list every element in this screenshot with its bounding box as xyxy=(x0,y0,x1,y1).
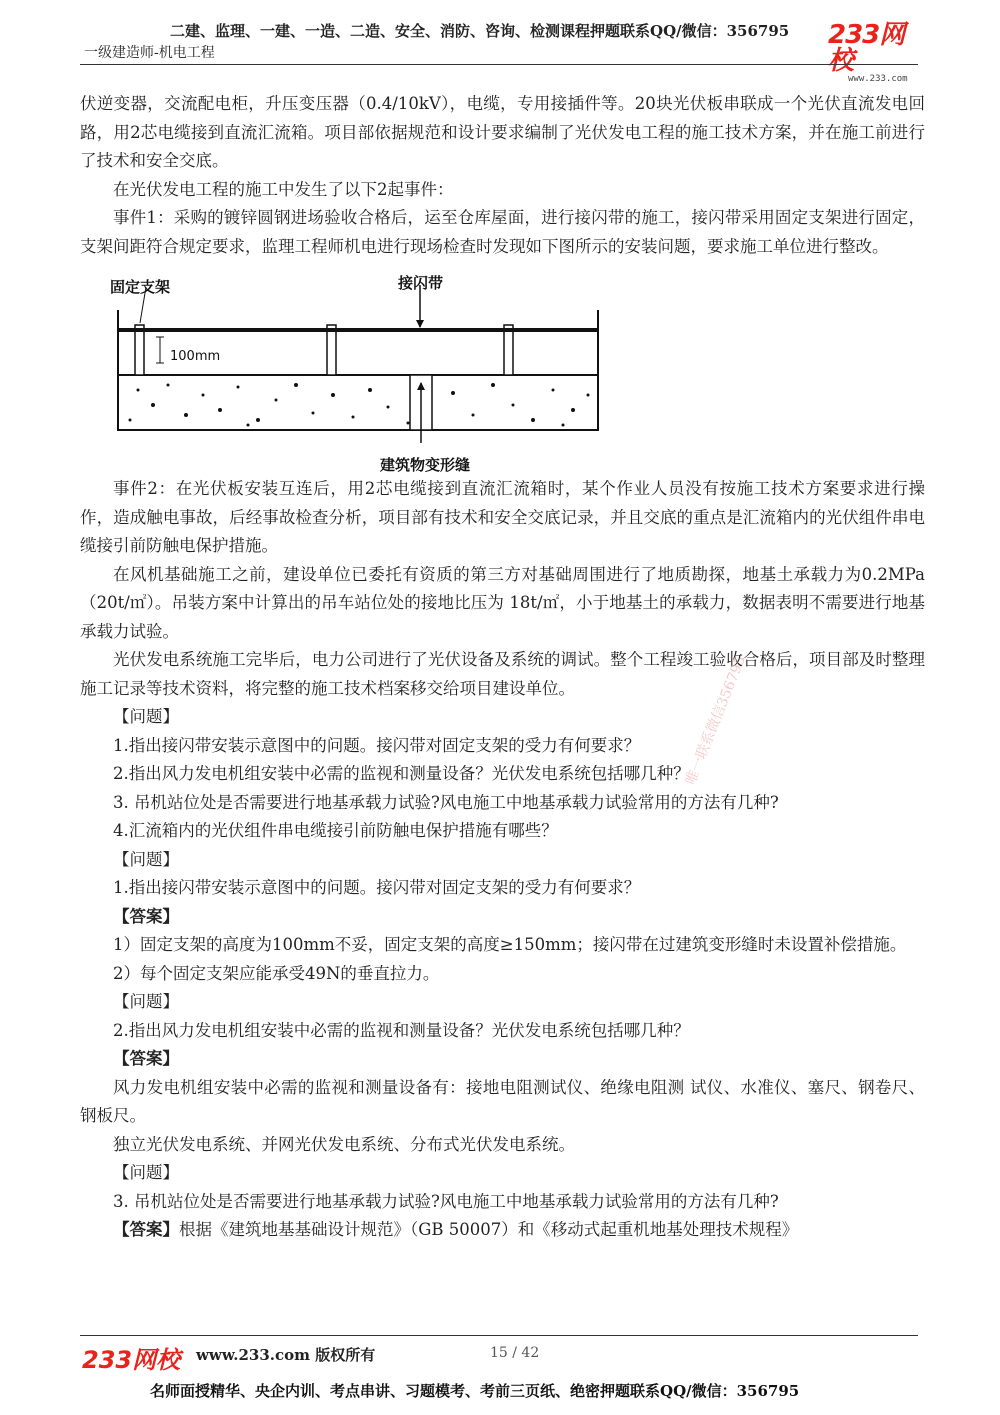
footer-divider xyxy=(80,1335,918,1336)
answer-heading: 【答案】 xyxy=(113,906,179,926)
answer-2-part-2: 独立光伏发电系统、并网光伏发电系统、分布式光伏发电系统。 xyxy=(113,1134,575,1154)
answer-1-part-2: 2）每个固定支架应能承受49N的垂直拉力。 xyxy=(113,963,440,983)
brand-logo xyxy=(828,20,928,84)
watermark-text: 唯一联系微信356795 xyxy=(682,653,750,788)
question-1-repeat: 1.指出接闪带安装示意图中的问题。接闪带对固定支架的受力有何要求？ xyxy=(113,878,641,897)
page-number: 15 / 42 xyxy=(490,1345,540,1361)
footer-contact-line: 名师面授精华、央企内训、考点串讲、习题模考、考前三页纸、绝密押题联系QQ/微信：356795 xyxy=(150,1382,800,1400)
question-1: 1.指出接闪带安装示意图中的问题。接闪带对固定支架的受力有何要求？ xyxy=(113,735,641,755)
answer-heading-inline: 【答案】 xyxy=(113,1220,179,1239)
question-3: 3. 吊机站位处是否需要进行地基承载力试验?风电施工中地基承载力试验常用的方法有几种? xyxy=(113,792,779,812)
paragraph-commissioning: 光伏发电系统施工完毕后，电力公司进行了光伏设备及系统的调试。整个工程竣工验收合格后，项目部及时整理施工记录等技术资料，将完整的施工技术档案移交给项目建设单位。 xyxy=(80,650,925,698)
footer-logo: 233网校 xyxy=(82,1346,181,1374)
lightning-belt-diagram xyxy=(80,265,925,475)
question-heading: 【问题】 xyxy=(113,849,179,869)
label-expansion-joint: 建筑物变形缝 xyxy=(380,456,471,474)
question-heading: 【问题】 xyxy=(113,992,179,1011)
answer-3 xyxy=(80,1216,925,1245)
paragraph-intro: 伏逆变器，交流配电柜，升压变压器（0.4/10kV），电缆，专用接插件等。20块光伏板串联成一个光伏直流发电回路，用2芯电缆接到直流汇流箱。项目部依据规范和设计要求编制了光伏发电工程的施工技术方案，并在施工前进行了技术和安全交底。 xyxy=(80,94,925,170)
label-lightning-belt: 接闪带 xyxy=(398,274,444,292)
question-2-repeat: 2.指出风力发电机组安装中必需的监视和测量设备？光伏发电系统包括哪几种？ xyxy=(113,1020,690,1040)
paragraph-events-intro: 在光伏发电工程的施工中发生了以下2起事件： xyxy=(113,179,454,199)
answer-3-text: 根据《建筑地基基础设计规范》（GB 50007）和《移动式起重机地基处理技术规程》 xyxy=(179,1220,799,1239)
brand-logo-url: www.233.com xyxy=(848,74,908,84)
label-fixed-support: 固定支架 xyxy=(110,278,171,296)
question-3-repeat: 3. 吊机站位处是否需要进行地基承载力试验?风电施工中地基承载力试验常用的方法有几种? xyxy=(113,1191,779,1211)
question-4: 4.汇流箱内的光伏组件串电缆接引前防触电保护措施有哪些？ xyxy=(113,821,558,840)
label-dimension-100mm: 100mm xyxy=(170,349,221,364)
header-subtitle: 一级建造师-机电工程 xyxy=(84,45,215,61)
answer-heading: 【答案】 xyxy=(113,1049,179,1068)
paragraph-event-2: 事件2：在光伏板安装互连后，用2芯电缆接到直流汇流箱时，某个作业人员没有按施工技术方案要求进行操作，造成触电事故，后经事故检查分析，项目部有技术和安全交底记录，并且交底的重点是汇流箱内的光伏组件串电缆接引前防触电保护措施。 xyxy=(80,479,925,555)
document-body xyxy=(80,90,925,1245)
header-divider xyxy=(80,64,918,65)
answer-1-part-1: 1）固定支架的高度为100mm不妥，固定支架的高度≥150mm；接闪带在过建筑变形缝时未设置补偿措施。 xyxy=(113,935,907,954)
question-heading: 【问题】 xyxy=(113,1163,179,1182)
brand-logo-text: 233网校 xyxy=(828,20,905,76)
paragraph-foundation: 在风机基础施工之前，建设单位已委托有资质的第三方对基础周围进行了地质勘探，地基土承载力为0.2MPa（20t/㎡）。吊装方案中计算出的吊车站位处的接地比压为 18t/㎡，小于地基土的承载力，数据表明不需要进行地基承载力试验。 xyxy=(80,564,925,641)
paragraph-event-1: 事件1：采购的镀锌圆钢进场验收合格后，运至仓库屋面，进行接闪带的施工，接闪带采用固定支架进行固定，支架间距符合规定要求，监理工程师机电进行现场检查时发现如下图所示的安装问题，要求施工单位进行整改。 xyxy=(80,208,925,256)
question-heading: 【问题】 xyxy=(113,707,179,726)
question-2: 2.指出风力发电机组安装中必需的监视和测量设备？光伏发电系统包括哪几种？ xyxy=(113,764,690,783)
footer-copyright: www.233.com 版权所有 xyxy=(196,1346,376,1364)
answer-2-part-1: 风力发电机组安装中必需的监视和测量设备有：接地电阻测试仪、绝缘电阻测 试仪、水准仪、塞尺、钢卷尺、钢板尺。 xyxy=(80,1077,925,1125)
header-contact-line: 二建、监理、一建、一造、二造、安全、消防、咨询、检测课程押题联系QQ/微信：356795 xyxy=(170,22,790,40)
